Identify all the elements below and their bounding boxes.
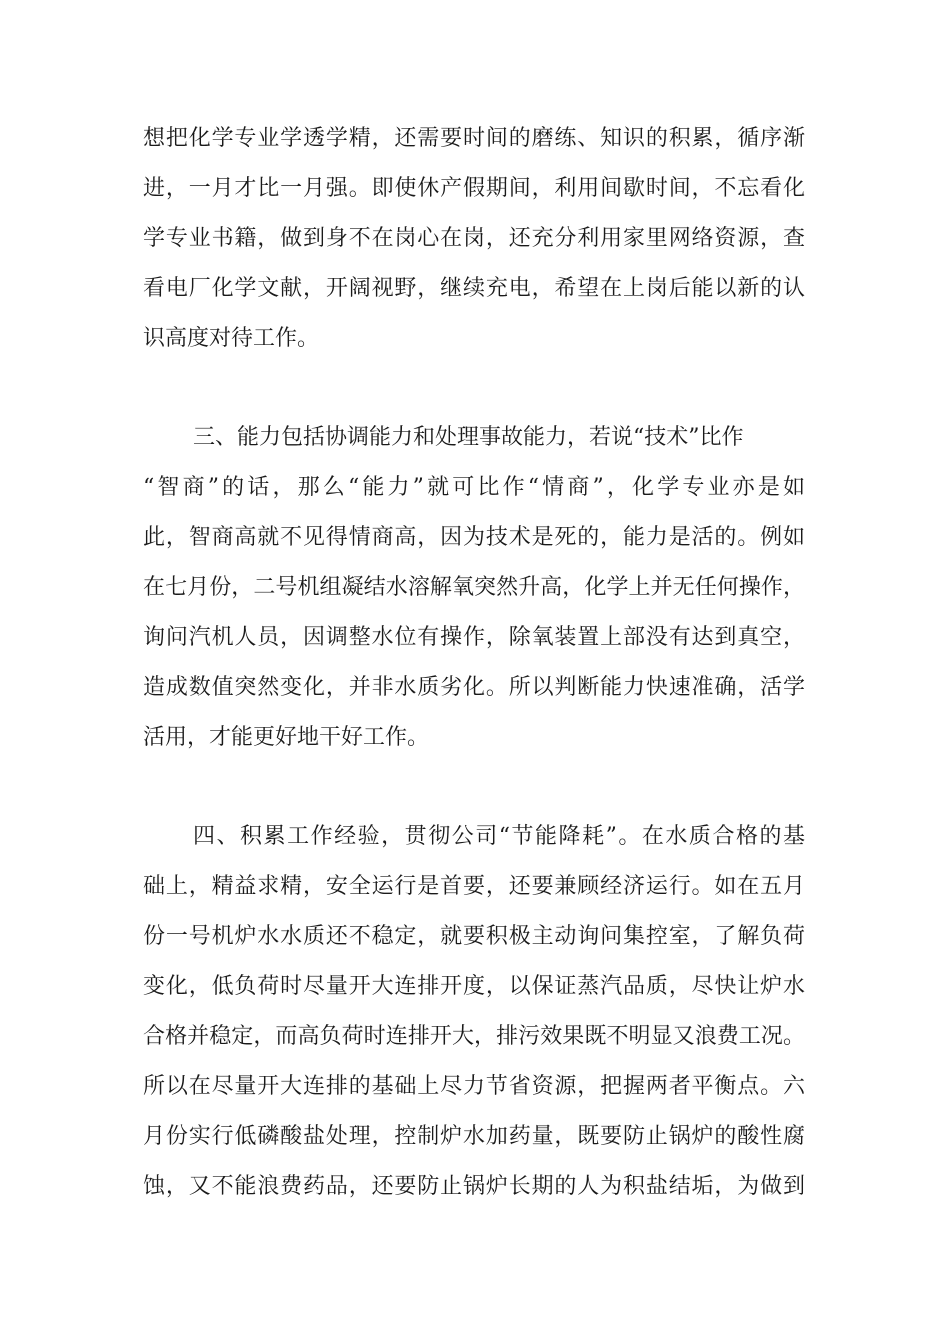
text-line: 三、能力包括协调能力和处理事故能力，若说“技术”比作 (193, 425, 744, 450)
text-line: 想把化学专业学透学精，还需要时间的磨练、知识的积累，循序渐 (143, 126, 805, 151)
text-line: 月份实行低磷酸盐处理，控制炉水加药量，既要防止锅炉的酸性腐 (143, 1124, 805, 1149)
text-line: 造成数值突然变化，并非水质劣化。所以判断能力快速准确，活学 (143, 675, 805, 700)
text-line: 学专业书籍，做到身不在岗心在岗，还充分利用家里网络资源，查 (143, 226, 805, 251)
text-line: 此，智商高就不见得情商高，因为技术是死的，能力是活的。例如 (143, 525, 805, 550)
text-line: 进，一月才比一月强。即使休产假期间，利用间歇时间，不忘看化 (143, 176, 805, 201)
text-line: 四、积累工作经验，贯彻公司“节能降耗”。在水质合格的基 (193, 824, 805, 849)
text-line: 询问汽机人员，因调整水位有操作，除氧装置上部没有达到真空， (143, 625, 805, 650)
text-line: “智商”的话，那么“能力”就可比作“情商”，化学专业亦是如 (143, 475, 805, 500)
text-line: 所以在尽量开大连排的基础上尽力节省资源，把握两者平衡点。六 (143, 1074, 805, 1099)
text-line: 在七月份，二号机组凝结水溶解氧突然升高，化学上并无任何操作， (143, 575, 805, 600)
text-line: 合格并稳定，而高负荷时连排开大，排污效果既不明显又浪费工况。 (143, 1024, 805, 1049)
text-line: 变化，低负荷时尽量开大连排开度，以保证蒸汽品质，尽快让炉水 (143, 974, 805, 999)
text-line: 看电厂化学文献，开阔视野，继续充电，希望在上岗后能以新的认 (143, 276, 805, 301)
text-line: 识高度对待工作。 (143, 326, 320, 351)
text-line: 活用，才能更好地干好工作。 (143, 725, 430, 750)
text-line: 份一号机炉水水质还不稳定，就要积极主动询问集控室，了解负荷 (143, 924, 805, 949)
text-line: 础上，精益求精，安全运行是首要，还要兼顾经济运行。如在五月 (143, 874, 805, 899)
text-line: 蚀，又不能浪费药品，还要防止锅炉长期的人为积盐结垢，为做到 (143, 1174, 805, 1199)
